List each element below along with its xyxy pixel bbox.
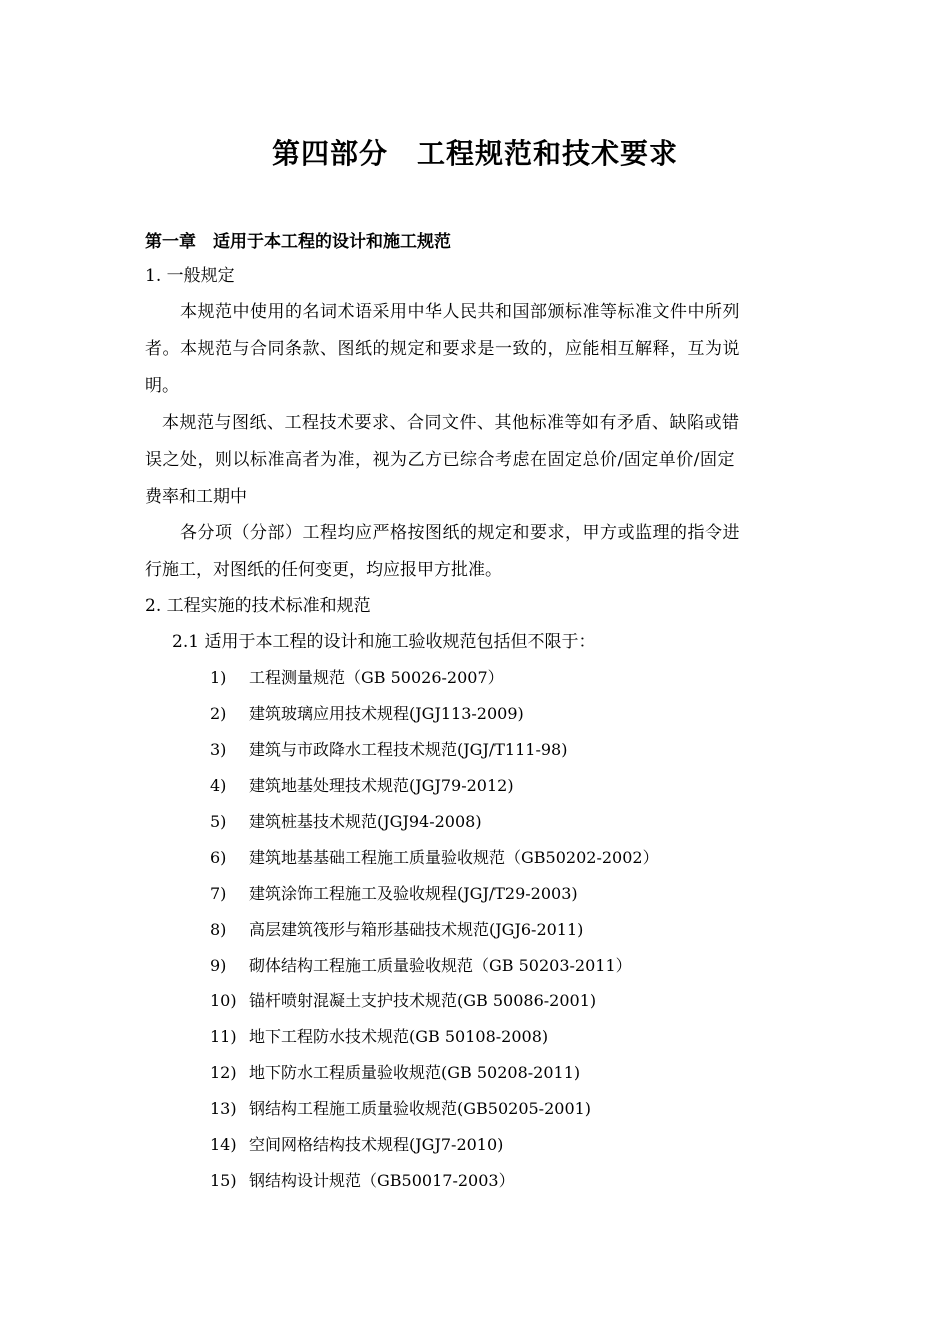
page-title: 第四部分 工程规范和技术要求 bbox=[271, 137, 678, 170]
paragraph-2-line-1: 本规范与图纸、工程技术要求、合同文件、其他标准等如有矛盾、缺陷或错 bbox=[162, 413, 740, 433]
list-item-text: 高层建筑筏形与箱形基础技术规范(JGJ6-2011) bbox=[249, 920, 584, 939]
paragraph-3-line-1: 各分项（分部）工程均应严格按图纸的规定和要求，甲方或监理的指令进 bbox=[180, 523, 740, 543]
list-item-text: 建筑涂饰工程施工及验收规程(JGJ/T29-2003) bbox=[249, 884, 578, 903]
list-item-text: 建筑桩基技术规范(JGJ94-2008) bbox=[249, 812, 482, 831]
list-item-number: 15) bbox=[210, 1171, 237, 1190]
list-item-text: 钢结构设计规范（GB50017-2003） bbox=[249, 1171, 515, 1190]
list-item-number: 3) bbox=[210, 740, 227, 759]
list-item-text: 地下防水工程质量验收规范(GB 50208-2011) bbox=[249, 1063, 581, 1082]
list-item-text: 地下工程防水技术规范(GB 50108-2008) bbox=[249, 1027, 549, 1046]
section-2-heading: 2. 工程实施的技术标准和规范 bbox=[145, 596, 371, 616]
list-item-number: 12) bbox=[210, 1063, 237, 1082]
list-item-number: 8) bbox=[210, 920, 227, 939]
paragraph-1-line-3: 明。 bbox=[145, 376, 179, 396]
list-item-number: 11) bbox=[210, 1027, 237, 1046]
list-item-text: 钢结构工程施工质量验收规范(GB50205-2001) bbox=[249, 1099, 592, 1118]
paragraph-2-line-2: 误之处，则以标准高者为准，视为乙方已综合考虑在固定总价/固定单价/固定 bbox=[145, 450, 735, 470]
paragraph-3-line-2: 行施工，对图纸的任何变更，均应报甲方批准。 bbox=[145, 560, 502, 580]
list-item-number: 7) bbox=[210, 884, 227, 903]
paragraph-1-line-2: 者。本规范与合同条款、图纸的规定和要求是一致的，应能相互解释，互为说 bbox=[145, 339, 740, 359]
list-item-text: 建筑地基基础工程施工质量验收规范（GB50202-2002） bbox=[249, 848, 659, 867]
list-item-number: 9) bbox=[210, 956, 227, 975]
paragraph-2-line-3: 费率和工期中 bbox=[145, 487, 247, 507]
list-item-text: 锚杆喷射混凝土支护技术规范(GB 50086-2001) bbox=[249, 991, 597, 1010]
list-item-number: 4) bbox=[210, 776, 227, 795]
list-item-number: 10) bbox=[210, 991, 237, 1010]
list-item-number: 5) bbox=[210, 812, 227, 831]
list-item-text: 砌体结构工程施工质量验收规范（GB 50203-2011） bbox=[249, 956, 632, 975]
list-item-number: 13) bbox=[210, 1099, 237, 1118]
list-item-number: 1) bbox=[210, 668, 227, 687]
list-item-text: 建筑地基处理技术规范(JGJ79-2012) bbox=[249, 776, 514, 795]
list-item-text: 建筑与市政降水工程技术规范(JGJ/T111-98) bbox=[249, 740, 568, 759]
paragraph-1-line-1: 本规范中使用的名词术语采用中华人民共和国部颁标准等标准文件中所列 bbox=[180, 302, 740, 322]
section-2-1-heading: 2.1 适用于本工程的设计和施工验收规范包括但不限于： bbox=[172, 632, 596, 652]
list-item-text: 建筑玻璃应用技术规程(JGJ113-2009) bbox=[249, 704, 524, 723]
chapter-heading: 第一章 适用于本工程的设计和施工规范 bbox=[145, 232, 451, 252]
list-item-number: 6) bbox=[210, 848, 227, 867]
list-item-text: 空间网格结构技术规程(JGJ7-2010) bbox=[249, 1135, 504, 1154]
list-item-number: 14) bbox=[210, 1135, 237, 1154]
list-item-text: 工程测量规范（GB 50026-2007） bbox=[249, 668, 504, 687]
list-item-number: 2) bbox=[210, 704, 227, 723]
section-1-heading: 1. 一般规定 bbox=[145, 266, 235, 286]
